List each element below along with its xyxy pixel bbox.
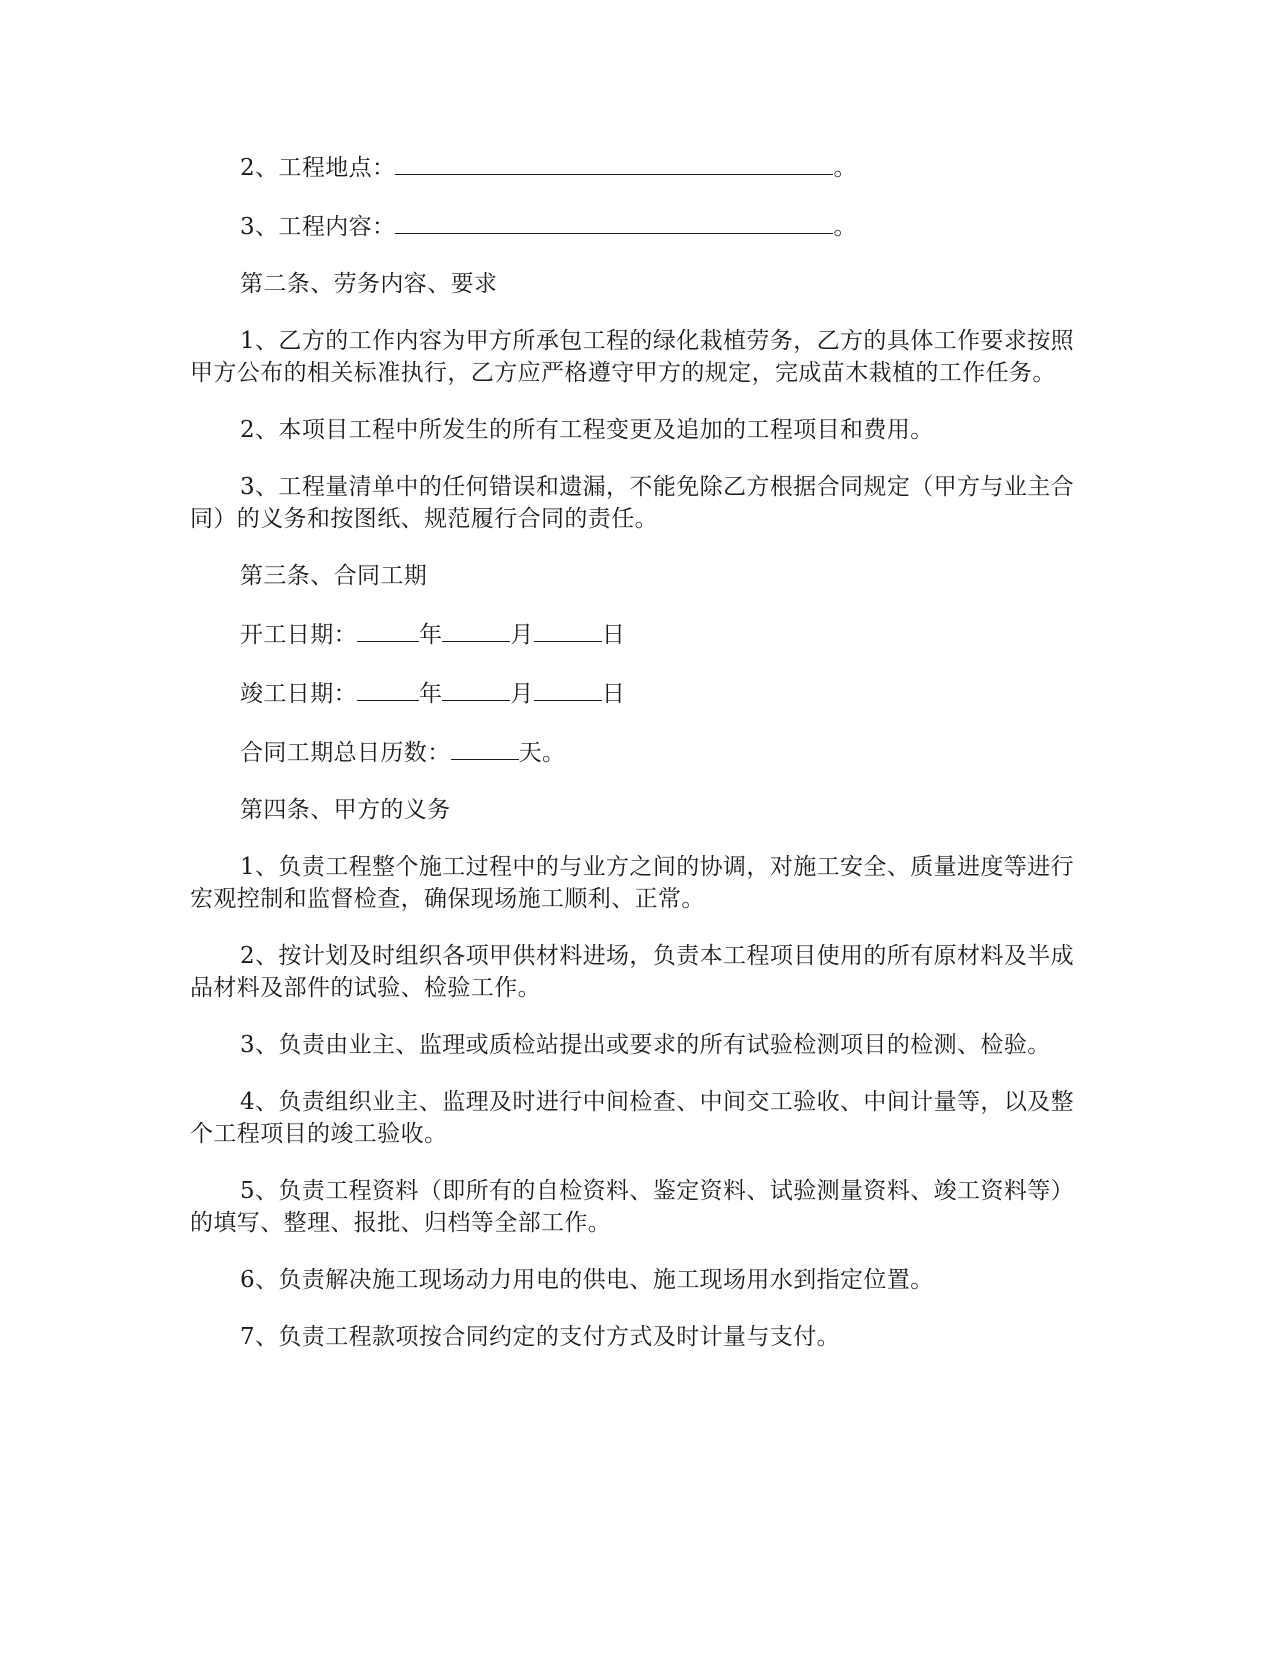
- completion-date-line: [190, 676, 1080, 710]
- start-day-blank[interactable]: [534, 617, 602, 642]
- completion-year-blank[interactable]: [357, 676, 419, 701]
- total-days-line: [190, 735, 1080, 769]
- article-2-item-3: 3、工程量清单中的任何错误和遗漏，不能免除乙方根据合同规定（甲方与业主合同）的义务和按图纸、规范履行合同的责任。: [190, 474, 1075, 532]
- article-4-item-5: 5、负责工程资料（即所有的自检资料、鉴定资料、试验测量资料、竣工资料等）的填写、整理、报批、归档等全部工作。: [190, 1178, 1075, 1236]
- article-4-heading: 第四条、甲方的义务: [240, 797, 451, 823]
- project-location-line: [190, 150, 1080, 184]
- article-4-item-1: 1、负责工程整个施工过程中的与业方之间的协调，对施工安全、质量进度等进行宏观控制和监督检查，确保现场施工顺利、正常。: [190, 854, 1075, 912]
- start-year-unit: 年: [419, 622, 443, 648]
- project-content-blank[interactable]: [395, 209, 833, 234]
- start-month-unit: 月: [510, 622, 534, 648]
- project-location-end: 。: [833, 155, 857, 181]
- completion-day-unit: 日: [601, 681, 626, 707]
- project-content-line: [190, 209, 1080, 243]
- project-location-blank[interactable]: [395, 150, 833, 175]
- article-3-heading: 第三条、合同工期: [240, 563, 428, 589]
- start-month-blank[interactable]: [442, 617, 510, 642]
- start-date-line: [190, 617, 1080, 651]
- completion-month-unit: 月: [510, 681, 534, 707]
- article-4-item-2: 2、按计划及时组织各项甲供材料进场，负责本工程项目使用的所有原材料及半成品材料及部件的试验、检验工作。: [190, 943, 1075, 1001]
- completion-year-unit: 年: [419, 681, 443, 707]
- total-days-unit: 天。: [518, 740, 566, 766]
- completion-month-blank[interactable]: [442, 676, 510, 701]
- article-2-item-2: 2、本项目工程中所发生的所有工程变更及追加的工程项目和费用。: [240, 417, 934, 443]
- start-date-label: 开工日期：: [240, 622, 357, 648]
- project-location-label: 2、工程地点：: [240, 155, 396, 181]
- project-content-label: 3、工程内容：: [240, 214, 396, 240]
- article-4-item-7: 7、负责工程款项按合同约定的支付方式及时计量与支付。: [240, 1324, 841, 1350]
- article-2-item-1: 1、乙方的工作内容为甲方所承包工程的绿化栽植劳务，乙方的具体工作要求按照甲方公布的相关标准执行，乙方应严格遵守甲方的规定，完成苗木栽植的工作任务。: [190, 328, 1075, 386]
- start-year-blank[interactable]: [357, 617, 419, 642]
- document-page: [190, 150, 1080, 1378]
- project-content-end: 。: [833, 214, 857, 240]
- article-2-heading: 第二条、劳务内容、要求: [240, 271, 498, 297]
- total-days-blank[interactable]: [451, 735, 519, 760]
- article-4-item-3: 3、负责由业主、监理或质检站提出或要求的所有试验检测项目的检测、检验。: [240, 1032, 1051, 1058]
- start-day-unit: 日: [601, 622, 626, 648]
- article-4-item-6: 6、负责解决施工现场动力用电的供电、施工现场用水到指定位置。: [240, 1267, 934, 1293]
- total-days-label: 合同工期总日历数：: [240, 740, 451, 766]
- completion-day-blank[interactable]: [534, 676, 602, 701]
- article-4-item-4: 4、负责组织业主、监理及时进行中间检查、中间交工验收、中间计量等，以及整个工程项目的竣工验收。: [190, 1089, 1075, 1147]
- completion-date-label: 竣工日期：: [240, 681, 357, 707]
